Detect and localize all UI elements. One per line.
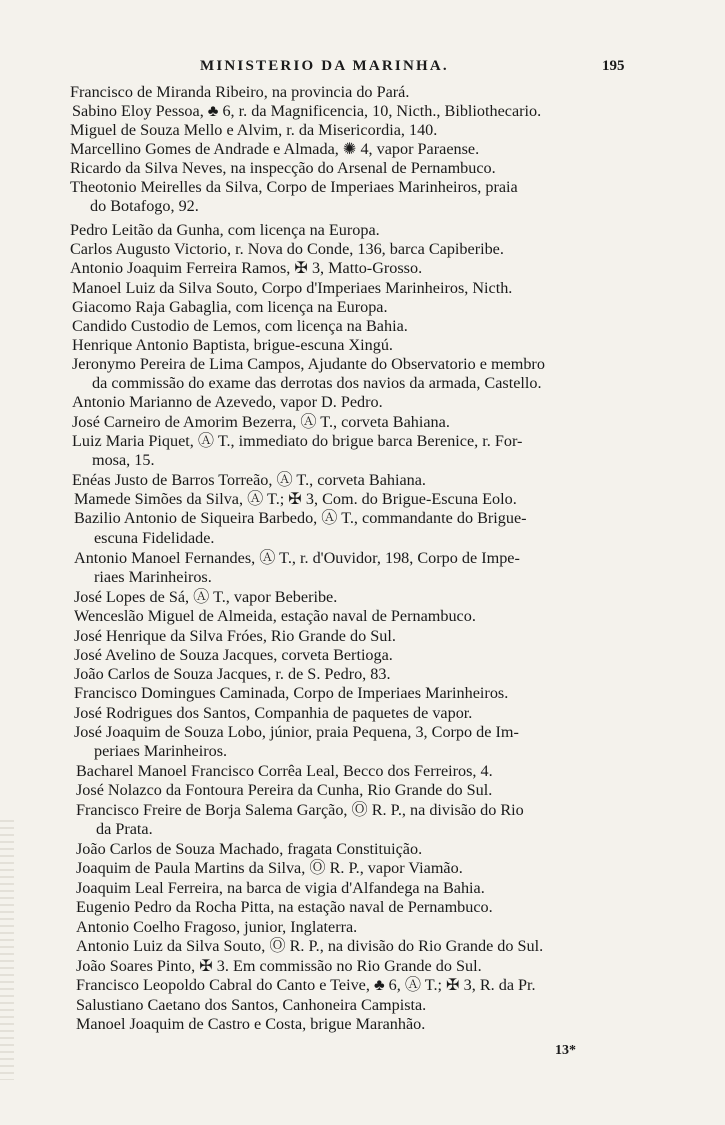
entry-line: José Carneiro de Amorim Bezerra, Ⓐ T., corveta Bahiana. (72, 413, 450, 431)
entry-line: Jeronymo Pereira de Lima Campos, Ajudante do Observatorio e membro (72, 355, 545, 373)
entry-line: Henrique Antonio Baptista, brigue-escuna Xingú. (72, 336, 393, 354)
entry-line: Joaquim de Paula Martins da Silva, Ⓞ R. P., vapor Viamão. (76, 859, 463, 877)
entry-line: Salustiano Caetano dos Santos, Canhoneira Campista. (76, 996, 427, 1014)
entry-line: riaes Marinheiros. (94, 568, 212, 586)
entry-line: Francisco Leopoldo Cabral do Canto e Teive, ♣ 6, Ⓐ T.; ✠ 3, R. da Pr. (76, 976, 536, 994)
entry-line: Bacharel Manoel Francisco Corrêa Leal, Becco dos Ferreiros, 4. (76, 762, 493, 780)
entry-line: João Carlos de Souza Jacques, r. de S. Pedro, 83. (74, 665, 391, 683)
entry-line: Bazilio Antonio de Siqueira Barbedo, Ⓐ T., commandante do Brigue- (74, 509, 527, 527)
entry-line: da Prata. (96, 820, 153, 838)
entry-line: do Botafogo, 92. (90, 197, 199, 215)
entry-line: José Joaquim de Souza Lobo, júnior, praia Pequena, 3, Corpo de Im- (74, 723, 519, 741)
entry-line: Pedro Leitão da Gunha, com licença na Europa. (70, 221, 380, 239)
entry-line: João Carlos de Souza Machado, fragata Constituição. (76, 840, 423, 858)
entry-line: Antonio Joaquim Ferreira Ramos, ✠ 3, Matto-Grosso. (70, 259, 423, 277)
entry-line: Francisco Freire de Borja Salema Garção, Ⓞ R. P., na divisão do Rio (76, 801, 524, 819)
entry-line: Marcellino Gomes de Andrade e Almada, ✺ 4, vapor Paraense. (70, 140, 480, 158)
entry-line: José Rodrigues dos Santos, Companhia de paquetes de vapor. (74, 704, 473, 722)
entry-line: José Avelino de Souza Jacques, corveta Bertioga. (74, 646, 393, 664)
entry-line: José Henrique da Silva Fróes, Rio Grande do Sul. (74, 627, 396, 645)
entry-line: Manoel Joaquim de Castro e Costa, brigue Maranhão. (76, 1015, 426, 1033)
entry-line: Enéas Justo de Barros Torreão, Ⓐ T., corveta Bahiana. (72, 471, 426, 489)
entry-line: escuna Fidelidade. (94, 529, 215, 547)
entry-line: Sabino Eloy Pessoa, ♣ 6, r. da Magnificencia, 10, Nicth., Bibliothecario. (72, 102, 542, 120)
entry-line: Candido Custodio de Lemos, com licença na Bahia. (72, 317, 408, 335)
entry-line: José Nolazco da Fontoura Pereira da Cunha, Rio Grande do Sul. (76, 781, 493, 799)
entry-line: periaes Marinheiros. (94, 742, 228, 760)
entry-line: João Soares Pinto, ✠ 3. Em commissão no Rio Grande do Sul. (76, 957, 482, 975)
entry-line: Antonio Marianno de Azevedo, vapor D. Pedro. (72, 393, 383, 411)
entry-line: Carlos Augusto Victorio, r. Nova do Conde, 136, barca Capiberibe. (70, 240, 504, 258)
entry-line: Francisco Domingues Caminada, Corpo de Imperiaes Marinheiros. (74, 684, 509, 702)
entry-line: Wenceslão Miguel de Almeida, estação naval de Pernambuco. (74, 607, 476, 625)
page-header (0, 58, 725, 82)
page-number: 195 (602, 58, 625, 74)
binding-edge (0, 820, 14, 1080)
signature-mark: 13* (555, 1043, 576, 1058)
entry-line: Manoel Luiz da Silva Souto, Corpo d'Imperiaes Marinheiros, Nicth. (72, 279, 513, 297)
entry-line: Francisco de Miranda Ribeiro, na provincia do Pará. (70, 83, 410, 101)
entry-line: Joaquim Leal Ferreira, na barca de vigia d'Alfandega na Bahia. (76, 879, 485, 897)
entry-line: Ricardo da Silva Neves, na inspecção do Arsenal de Pernambuco. (70, 159, 496, 177)
entry-line: da commissão do exame das derrotas dos navios da armada, Castello. (92, 374, 542, 392)
entry-line: Eugenio Pedro da Rocha Pitta, na estação naval de Pernambuco. (76, 898, 493, 916)
entry-line: Theotonio Meirelles da Silva, Corpo de Imperiaes Marinheiros, praia (70, 178, 518, 196)
entry-line: Antonio Manoel Fernandes, Ⓐ T., r. d'Ouvidor, 198, Corpo de Impe- (74, 549, 520, 567)
running-title: MINISTERIO DA MARINHA. (200, 58, 449, 74)
entry-line: mosa, 15. (92, 451, 155, 469)
entry-line: José Lopes de Sá, Ⓐ T., vapor Beberibe. (74, 588, 338, 606)
entry-line: Luiz Maria Piquet, Ⓐ T., immediato do brigue barca Berenice, r. For- (72, 432, 523, 450)
entry-line: Antonio Coelho Fragoso, junior, Inglaterra. (76, 918, 358, 936)
entry-line: Giacomo Raja Gabaglia, com licença na Europa. (72, 298, 388, 316)
entry-line: Antonio Luiz da Silva Souto, Ⓞ R. P., na divisão do Rio Grande do Sul. (76, 937, 544, 955)
entry-line: Mamede Simões da Silva, Ⓐ T.; ✠ 3, Com. do Brigue-Escuna Eolo. (74, 490, 517, 508)
entry-line: Miguel de Souza Mello e Alvim, r. da Misericordia, 140. (70, 121, 438, 139)
